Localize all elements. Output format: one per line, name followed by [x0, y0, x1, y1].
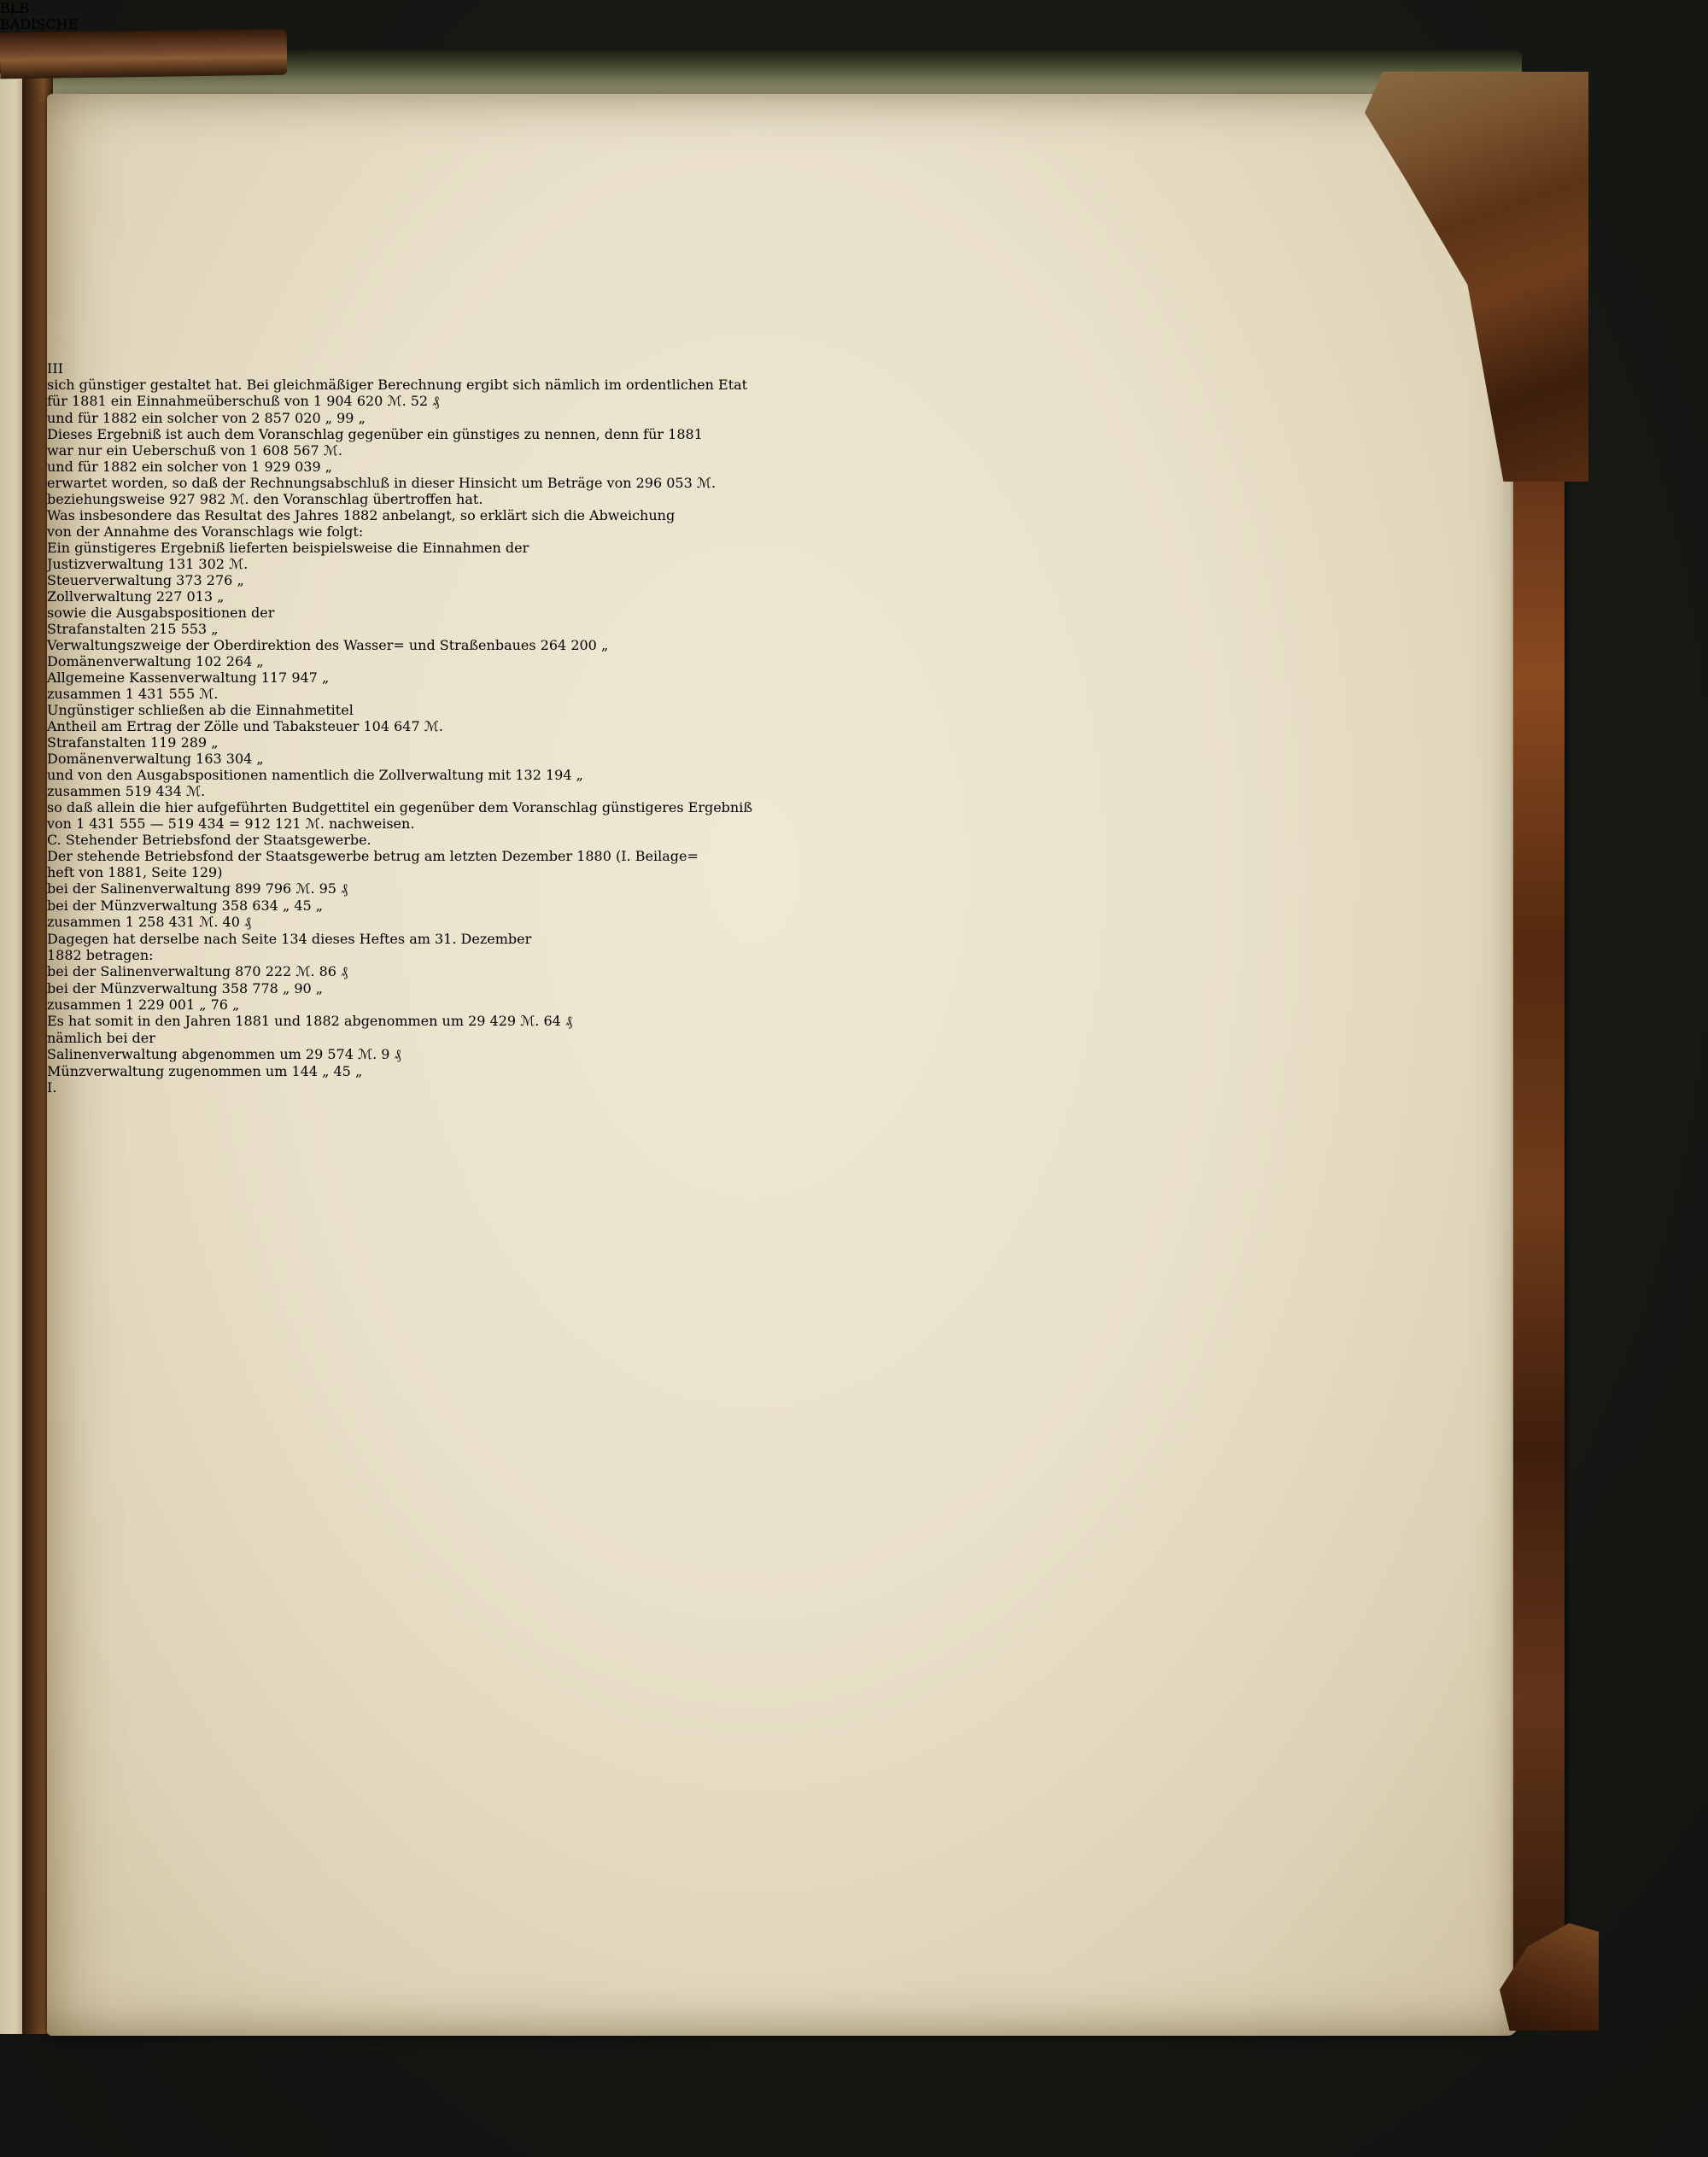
- sum-label: zusammen: [47, 783, 121, 799]
- ledger-row: [47, 880, 1518, 897]
- ledger-row: [47, 897, 1518, 914]
- scanned-book-page: [47, 94, 1518, 2036]
- bleedthrough-smudge: [47, 138, 645, 161]
- pfennig-mark: „: [315, 980, 324, 997]
- amount: 1 904 620: [313, 393, 383, 409]
- sum-label: zusammen: [47, 686, 121, 702]
- ledger-label: Antheil am Ertrag der Zölle und Tabaksteuer: [47, 718, 360, 734]
- ledger-row: [47, 751, 1518, 767]
- ledger-row: [47, 963, 1518, 980]
- bleedthrough-smudge: [47, 183, 696, 205]
- currency-mark: ℳ.: [199, 686, 219, 702]
- amount: 519 434: [125, 783, 182, 799]
- binding-gutter-seam: [57, 94, 79, 2036]
- ledger-label: bei der Salinenverwaltung: [47, 880, 231, 897]
- ledger-row: [47, 669, 1518, 686]
- amount: 119 289: [149, 734, 208, 751]
- sum-row: [47, 914, 1518, 931]
- pfennig-mark: ₰: [432, 393, 440, 409]
- paragraph-line: Dieses Ergebniß ist auch dem Voranschlag gegenüber ein günstiges zu nennen, denn für 1881: [47, 426, 703, 442]
- ledger-label: Zollverwaltung: [47, 588, 152, 605]
- ledger-row: [47, 637, 1518, 653]
- pfennig-mark: „: [315, 897, 324, 914]
- amount: 215 553: [149, 621, 208, 637]
- bleedthrough-smudge: [47, 272, 525, 294]
- section-intro: Ungünstiger schließen ab die Einnahmetitel: [47, 702, 354, 718]
- currency-mark: ℳ.: [357, 1046, 377, 1062]
- pfennig-amount: 64: [543, 1013, 561, 1029]
- paragraph-line: so daß allein die hier aufgeführten Budgettitel ein gegenüber dem Voranschlag günstigeres Ergebniß: [47, 799, 753, 815]
- paragraph-line: von 1 431 555 — 519 434 = 912 121 ℳ. nachweisen.: [47, 815, 415, 832]
- ledger-row: [47, 653, 1518, 669]
- currency-mark: ℳ.: [229, 556, 249, 572]
- currency-mark: „: [322, 1063, 330, 1079]
- signature-mark: I.: [47, 1079, 57, 1096]
- amount: 899 796: [235, 880, 292, 897]
- amount: 117 947: [260, 669, 318, 686]
- paragraph-line: Was insbesondere das Resultat des Jahres 1882 anbelangt, so erklärt sich die Abweichung: [47, 507, 676, 523]
- currency-mark: ℳ.: [323, 442, 342, 459]
- page-number: III: [47, 360, 63, 377]
- currency-mark: ℳ.: [185, 783, 206, 799]
- sum-row: [47, 783, 1518, 799]
- currency-mark: „: [321, 669, 330, 686]
- bleedthrough-smudge: [47, 94, 730, 116]
- blb-logo-icon: [0, 0, 1708, 16]
- sum-label: zusammen: [47, 914, 121, 930]
- section-heading: C. Stehender Betriebsfond der Staatsgewerbe.: [47, 832, 371, 848]
- ledger-row: [47, 572, 1518, 588]
- amount: 1 229 001: [125, 997, 196, 1013]
- amount: 1 929 039: [251, 459, 321, 475]
- pfennig-mark: ₰: [564, 1013, 572, 1029]
- paragraph-line: Dagegen hat derselbe nach Seite 134 dieses Heftes am 31. Dezember: [47, 931, 532, 947]
- bleedthrough-smudge: [47, 205, 559, 227]
- ledger-label: Münzverwaltung zugenommen um: [47, 1063, 288, 1079]
- amount: 29 574: [305, 1046, 354, 1062]
- paragraph-line: sich günstiger gestaltet hat. Bei gleichmäßiger Berechnung ergibt sich nämlich im ordentlichen Etat: [47, 377, 748, 393]
- ledger-label: und von den Ausgabspositionen namentlich die Zollverwaltung mit: [47, 767, 512, 783]
- currency-mark: ℳ.: [424, 718, 443, 734]
- amount: 2 857 020: [251, 410, 321, 426]
- sum-row: [47, 997, 1518, 1013]
- amount: 264 200: [540, 637, 597, 653]
- section-intro: sowie die Ausgabspositionen der: [47, 605, 275, 621]
- pfennig-mark: ₰: [243, 914, 251, 930]
- currency-mark: ℳ.: [295, 880, 315, 897]
- currency-mark: „: [256, 653, 264, 669]
- amount: 29 429: [468, 1013, 517, 1029]
- pfennig-mark: ₰: [394, 1046, 401, 1062]
- ledger-label: Steuerverwaltung: [47, 572, 173, 588]
- bleedthrough-smudge: [47, 116, 816, 138]
- ledger-label: Domänenverwaltung: [47, 751, 192, 767]
- sum-row: [47, 686, 1518, 702]
- amount: 1 431 555: [125, 686, 196, 702]
- bleedthrough-smudge: [47, 249, 594, 272]
- ledger-row: [47, 1013, 1518, 1030]
- bleedthrough-smudge: [47, 338, 525, 360]
- ledger-row: [47, 393, 1518, 410]
- page-text-block: [47, 377, 1518, 1096]
- paragraph-line: nämlich bei der: [47, 1030, 155, 1046]
- currency-mark: ℳ.: [387, 393, 407, 409]
- bleedthrough-smudge: [47, 294, 662, 316]
- currency-mark: „: [211, 621, 219, 637]
- ledger-row: [47, 556, 1518, 572]
- ledger-row: [47, 980, 1518, 997]
- pfennig-amount: 90: [294, 980, 312, 997]
- blb-logo-text: BLB: [0, 0, 30, 16]
- pfennig-mark: „: [358, 410, 366, 426]
- ledger-row: [47, 410, 1518, 426]
- amount: 163 304: [196, 751, 253, 767]
- bleedthrough-smudge: [47, 161, 491, 183]
- amount: 227 013: [155, 588, 214, 605]
- amount: 373 276: [176, 572, 233, 588]
- pfennig-amount: 45: [333, 1063, 351, 1079]
- sum-label: zusammen: [47, 997, 121, 1013]
- ledger-label: Verwaltungszweige der Oberdirektion des Wasser= und Straßenbaues: [47, 637, 536, 653]
- currency-mark: „: [576, 767, 583, 783]
- currency-mark: „: [600, 637, 609, 653]
- amount: 144: [291, 1063, 318, 1079]
- ledger-row: [47, 588, 1518, 605]
- ledger-label: war nur ein Ueberschuß von: [47, 442, 246, 459]
- amount: 131 302: [167, 556, 225, 572]
- ledger-row: [47, 621, 1518, 637]
- library-name-line1: BADISCHE: [0, 16, 79, 32]
- leather-binding-top-left: [0, 29, 287, 79]
- paragraph-line: Der stehende Betriebsfond der Staatsgewerbe betrug am letzten Dezember 1880 (I. Beilage=: [47, 848, 699, 864]
- currency-mark: „: [211, 734, 219, 751]
- amount: 1 258 431: [125, 914, 196, 930]
- currency-mark: „: [282, 980, 290, 997]
- pfennig-amount: 52: [410, 393, 429, 409]
- paragraph-line: erwartet worden, so daß der Rechnungsabschluß in dieser Hinsicht um Beträge von 296 053 ℳ.: [47, 475, 717, 491]
- ledger-row: [47, 459, 1518, 475]
- pfennig-mark: ₰: [341, 963, 348, 979]
- ledger-label: Strafanstalten: [47, 621, 146, 637]
- ledger-row: [47, 1063, 1518, 1079]
- ledger-row: [47, 734, 1518, 751]
- ledger-label: bei der Salinenverwaltung: [47, 963, 231, 979]
- ledger-label: Es hat somit in den Jahren 1881 und 1882 abgenommen um: [47, 1013, 465, 1029]
- ledger-label: Salinenverwaltung abgenommen um: [47, 1046, 301, 1062]
- amount: 104 647: [363, 718, 420, 734]
- amount: 358 778: [221, 980, 278, 997]
- amount: 1 608 567: [249, 442, 319, 459]
- ledger-row: [47, 442, 1518, 459]
- ledger-label: Strafanstalten: [47, 734, 146, 751]
- amount: 132 194: [515, 767, 572, 783]
- ledger-label: bei der Münzverwaltung: [47, 897, 218, 914]
- ledger-label: bei der Münzverwaltung: [47, 980, 218, 997]
- ledger-row: [47, 1046, 1518, 1063]
- paragraph-line: beziehungsweise 927 982 ℳ. den Voranschlag übertroffen hat.: [47, 491, 483, 507]
- pfennig-amount: 86: [319, 963, 336, 979]
- bleedthrough-smudge: [47, 316, 491, 338]
- pfennig-amount: 9: [381, 1046, 390, 1062]
- currency-mark: ℳ.: [295, 963, 315, 979]
- amount: 870 222: [235, 963, 292, 979]
- paragraph-line: 1882 betragen:: [47, 947, 154, 963]
- currency-mark: „: [199, 997, 207, 1013]
- bleedthrough-smudge: [47, 227, 491, 249]
- currency-mark: ℳ.: [199, 914, 219, 930]
- ledger-label: für 1881 ein Einnahmeüberschuß von: [47, 393, 309, 409]
- ledger-label: und für 1882 ein solcher von: [47, 410, 248, 426]
- currency-mark: „: [217, 588, 225, 605]
- pfennig-amount: 99: [336, 410, 354, 426]
- currency-mark: „: [256, 751, 264, 767]
- ledger-label: Domänenverwaltung: [47, 653, 192, 669]
- pfennig-mark: „: [354, 1063, 363, 1079]
- ledger-row: [47, 718, 1518, 734]
- pfennig-amount: 45: [294, 897, 312, 914]
- amount: 102 264: [196, 653, 253, 669]
- pfennig-mark: „: [232, 997, 240, 1013]
- pfennig-amount: 40: [222, 914, 240, 930]
- paragraph-line: heft von 1881, Seite 129): [47, 864, 223, 880]
- currency-mark: ℳ.: [520, 1013, 540, 1029]
- currency-mark: „: [325, 459, 333, 475]
- currency-mark: „: [325, 410, 333, 426]
- ledger-row: [47, 767, 1518, 783]
- pfennig-mark: ₰: [341, 880, 348, 897]
- pfennig-amount: 95: [319, 880, 336, 897]
- section-intro: Ein günstigeres Ergebniß lieferten beispielsweise die Einnahmen der: [47, 540, 529, 556]
- paragraph-line: von der Annahme des Voranschlags wie folgt:: [47, 523, 364, 540]
- ledger-label: Justizverwaltung: [47, 556, 164, 572]
- pfennig-amount: 76: [210, 997, 228, 1013]
- currency-mark: „: [237, 572, 244, 588]
- amount: 358 634: [221, 897, 278, 914]
- ledger-label: Allgemeine Kassenverwaltung: [47, 669, 257, 686]
- ledger-label: und für 1882 ein solcher von: [47, 459, 248, 475]
- currency-mark: „: [282, 897, 290, 914]
